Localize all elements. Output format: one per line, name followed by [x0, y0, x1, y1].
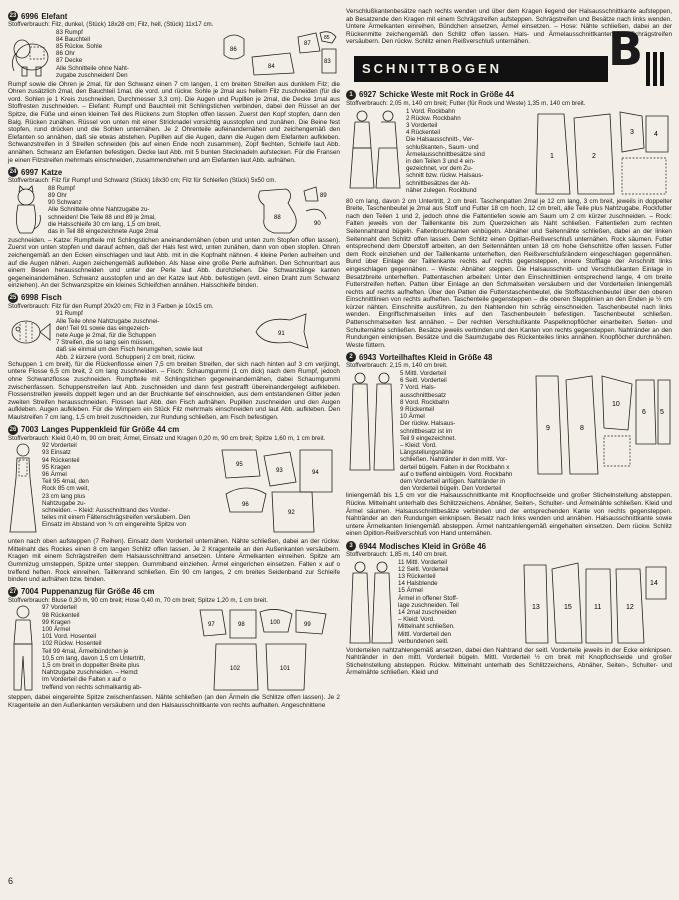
svg-text:12: 12	[626, 603, 634, 611]
svg-text:88: 88	[274, 214, 281, 221]
section-title: Schicke Weste mit Rock in Größe 44	[379, 90, 514, 100]
fabric-requirement: Stoffverbrauch: Kleid 0,40 m, 90 cm breit; Ärmel, Einsatz und Kragen 0,20 m, 90 cm breit; Spitze 1,60 m, 1 cm breit.	[8, 434, 326, 442]
fabric-requirement: Stoffverbrauch: 2,15 m, 140 cm breit.	[346, 362, 448, 370]
svg-text:91: 91	[278, 331, 285, 338]
svg-text:9: 9	[546, 425, 550, 433]
fabric-requirement: Stoffverbrauch: Filz, dunkel, (Stück) 18x28 cm; Filz, hell, (Stück) 11x17 cm.	[8, 21, 214, 28]
parts-list: 83 Rumpf 84 Bauchteil 85 Rückw. Sohle 86 Ohr 87 Decke Alle Schnitteile ohne Naht- zugabe zuschneiden! Den	[56, 28, 129, 79]
section-fisch	[8, 293, 340, 422]
pattern-code: 6944	[359, 541, 377, 551]
svg-text:10: 10	[612, 401, 620, 409]
svg-text:93: 93	[276, 468, 283, 475]
puppenanzug-illustration	[8, 604, 38, 694]
puppenkleid-illustration	[8, 442, 38, 538]
svg-text:3: 3	[630, 128, 634, 136]
parts-list: 5 Mittl. Vorderteil 6 Seitl. Vorderteil 7 Vord. Hals- ausschnittbesatz 8 Vord. Rockbahn 9 Rückenteil 10 Ärmel Der rückw. Halsaus- schnittbesatz ist im Teil 9 eingezeichnet. – Kleid: Vord. Längstellungsnähte schließen. Nahtränder in den mittl. Vor- derteil bügeln. Falten in der Rockbahn x auf o treffend einbügeln. Vord. Rockbahn dem Vorderteil anfügen. Nahtränder in den Vorderteil bügeln. Den Vorderteil	[400, 370, 513, 493]
fisch-illustration	[8, 310, 52, 354]
pattern-code: 6998	[21, 293, 39, 303]
section-title: Puppenanzug für Größe 46 cm	[41, 587, 155, 597]
kleid-48-pieces-diagram	[532, 370, 672, 480]
pattern-code: 7004	[21, 587, 39, 597]
svg-text:95: 95	[236, 462, 243, 469]
section-number: 25	[9, 294, 17, 301]
page-number: 6	[8, 876, 14, 886]
banner-stripes	[646, 52, 664, 86]
svg-text:83: 83	[324, 58, 331, 65]
parts-list: 92 Vorderteil 93 Einsatz 94 Rückenteil 95 Kragen 96 Ärmel Teil 95 4mal, den Rock 85 cm weit, 23 cm lang plus Nahtzugabe zu- schneiden. – Kleid: Ausschnittrand des Vorder- teiles mit einem Fältenschrägstreifen versäubern. Den Einsatz im Abstand von ¾ cm eingereihte Spitze von	[42, 442, 191, 529]
svg-text:15: 15	[564, 603, 572, 611]
section-number: 1	[346, 90, 356, 100]
puppenanzug-pieces-diagram	[196, 604, 332, 694]
instructions-text: Vorderteilen nahtzahlengemäß ansetzen, dabei den Nahtrand der seitl. Vorderteile jeweils in der Ecke einknipsen. Nahtränder in den mittl. Vorderteil bügeln. Mittl. Vorderteil ½ cm breit mit Knopflochseide und großer Stichelnstellung absteppen. Rückw. Mittelnaht unterhalb des Schlitzzeichens, Abnäher, Seiten-, Schulter- und Ärmelnähte schließen. Kleid und	[346, 646, 672, 677]
svg-text:11: 11	[594, 603, 602, 611]
section-number: 2	[346, 352, 356, 362]
section-puppenkleid	[8, 425, 340, 584]
instructions-text: steppen, dabei eingereihte Spitze zwischenfassen. Nähte schließen (an den Ärmeln die Schlitze offen lassen). Je 2 Kragenteile an den Außenkanten versäubern und den Halsausschnittkante von rechts aufhalten. Angeschnittene	[8, 694, 340, 709]
banner-letter: B	[608, 21, 644, 76]
section-elefant	[8, 11, 340, 164]
svg-text:5: 5	[660, 409, 664, 417]
puppenkleid-pieces-diagram	[216, 442, 336, 538]
continued-text: Verschlußkantenbesätze nach rechts wenden und über dem Kragen liegend der Halsausschnittkante aufsteppen, ab Besatzende den Kragen mit einem Schrägstreifen aufsteppen. Schrägstreifen und Besätze nach links wenden. Untere Ärmelkanten einreihen, Bündchen ansetzen, Ärmel einsetzen. – Hose: Nähte schließen, dabei an der Rückenmitte zeichengemäß den Schlitz offen lassen. Hals- und Ärmelausschnittkanten mit Schrägstreifen versäubern. Den rückw. Schlitz einen Reißverschluß unternähen.	[346, 8, 672, 46]
svg-text:84: 84	[268, 63, 275, 70]
pattern-code: 7003	[21, 425, 39, 435]
section-number: 27	[9, 588, 17, 595]
svg-text:89: 89	[320, 192, 327, 199]
section-title: Katze	[41, 167, 63, 177]
section-katze	[8, 167, 340, 290]
parts-list: 91 Rumpf Alle Teile ohne Nahtzugabe zuschnei- den! Teil 91 sowie das eingezeich- nete Auge je 2mal, für die Schuppen 7 Streifen, die so lang sein müssen, daß sie einmal um den Fisch herumgehen, sowie laut Abb. 2 kürzere (vord. Schuppen) 2 cm breit, rückw.	[56, 310, 203, 361]
instructions-text: Schuppen 1 cm breit), für die Rückenflosse einen 7,5 cm breiten Streifen, der sich nach hinten auf 3 cm verjüngt, untere Flosse 6,5 cm breit, 2 cm lang zuschneiden. – Fisch: Schaumgummi (1 cm dick) nach dem Rumpf, jedoch ohne Schwanzflosse zuschneiden. Rumpfteile mit Schlingstichen gegeneinandernähen, dabei Schaumgummi zwischenfassen. Schuppenstreifen laut Abb. zuschneiden und dann fest gestrafft übereinandergelegt aufkleben. Flossenstreifen jeweils doppelt legen und an der Bruchkante tief einschneiden, aus dem entstandenen Gitter jeden zweiten Streifen herausschneiden. Flossen laut Abb. den Fisch aufnähen. Pupillen zuschneiden und den Augen aufkleben. Augen aufkleben. Für die Wimpern ein Stück Filz mehrmals einschneiden und laut Abb. aufkleben. Den Maulstreifen 7 cm lang, 1,5 cm breit zuschneiden, zur Rundung schließen, am Fisch befestigen.	[8, 360, 340, 422]
weste-rock-pieces-diagram	[534, 108, 670, 198]
elefant-illustration	[8, 29, 52, 81]
svg-text:98: 98	[238, 622, 245, 629]
section-title: Fisch	[41, 293, 62, 303]
section-number: 24	[9, 169, 17, 176]
section-number: 3	[346, 541, 356, 551]
svg-text:87: 87	[304, 40, 311, 47]
section-number: 26	[9, 426, 17, 433]
section-weste-rock	[346, 90, 672, 349]
section-title: Vorteilhaftes Kleid in Größe 48	[379, 352, 493, 362]
svg-text:13: 13	[532, 603, 540, 611]
parts-list: 11 Mittl. Vorderteil 12 Seitl. Vorderteil 13 Rückenteil 14 Halsblende 15 Ärmel Ärmel in offener Stoff- lage zuschneiden. Teil 14 2mal zuschneiden – Kleid: Vord. Mittelnaht schließen. Mittl. Vorderteil den verbundenen seitl.	[398, 558, 459, 645]
svg-text:97: 97	[208, 622, 215, 629]
svg-text:101: 101	[280, 666, 291, 673]
section-title: Langes Puppenkleid für Größe 44 cm	[41, 425, 180, 435]
svg-text:8: 8	[580, 425, 584, 433]
fabric-requirement: Stoffverbrauch: Bluse 0,30 m, 90 cm breit; Hose 0,40 m, 70 cm breit; Spitze 1,20 m, 1 cm breit.	[8, 596, 268, 604]
fabric-requirement: Stoffverbrauch: 1,85 m, 140 cm breit.	[346, 551, 448, 559]
section-kleid-48	[346, 352, 672, 538]
katze-pieces-diagram	[252, 185, 332, 237]
pattern-code: 6927	[359, 90, 377, 100]
svg-text:100: 100	[270, 620, 281, 627]
svg-text:90: 90	[314, 220, 321, 227]
left-column	[8, 8, 340, 710]
fabric-requirement: Stoffverbrauch: Filz für den Rumpf 20x20 cm; Filz in 3 Farben je 10x15 cm.	[8, 302, 214, 310]
instructions-text: liniengemäß bis 1,5 cm vor die Halsausschnittkante mit Knopflochseide und großer Stichelnstellung absteppen. Rückw. Mittelnaht unterhalb des Schlitzzeichens. Abnäher, Seiten-, Schulter- und Ärmelnähte schließen. Kleid und Ärmel säumen. Halsausschnittbesätze verbinden und der entsprechenden Kante von rechts gegensteppen. Nahtränder an den Rundungen einknipsen. Besatz nach links wenden und annähen. Halsausschnittkante sowie untere Ärmelkanten liniengemäß absteppen. Ärmel nahtzahlengemäß eingehalten einsetzen. Dem rückw. Schlitz einen Opitlon-Reißverschluß von Hand unternähen.	[346, 492, 672, 538]
section-kleid-46	[346, 541, 672, 677]
svg-text:4: 4	[654, 130, 658, 138]
svg-text:6: 6	[642, 409, 646, 417]
instructions-text: 80 cm lang, davon 2 cm Untertritt, 2 cm breit. Taschenpatten 2mal je 12 cm lang, 3 cm breit, jeweils in doppelter Breite, Taschenbeutel je 2mal aus Stoff und Futter 18 cm hoch, 12 cm breit, alle Teile plus Nahtzugabe. Rockfutter nach den Teilen 1 und 2, jedoch ohne die Faltentiefen sowie am Saum um 2 cm kürzer zuschneiden. – Rock: Falten jeweils von der Taillenkante bis zum Querzeichen als Naht schließen. Faltentiefen zum rechten Seitennahtrand bügeln. Faltenbruchkanten einbügeln. Abnäher und Seitennähte schließen, dabei an der linken Seitennaht den Schlitz offen lassen. Dem Schlitz einen Opitlan-Reißverschluß unternähen. Rock säumen. Futter entsprechend dem Oberstoff arbeiten, an den Seitennähten unten 18 cm hohe Gehschlitze offen lassen. Futter dem Rock einziehen und der Taillenkante unterheften, den Reißverschlußrändern eingeschlagen gegennähen. Bund über Einlage der Taillenkante rechts auf rechts gegensteppen, innere Stofflage der Anschnitt links eingeschlagen gegennähen. – Weste: Abnäher steppen. Die Halsausschnitt- und Verschlußkanten Einlage in Besatzbreite unterheften. Pattentaschen arbeiten: Unter den Einschnittlinien entsprechend lange, 4 cm breite Futterstreifen heften. Patten über Einlage an den Schmalseiten versäubern und der Vorderteilen liniengemäß rechts auf rechts aufheften. Über den Patten die Futterstaschenbeutel, die Stoffstaschenbeutel über den oberen Einschnittlinien von rechts aufheften. Taschenteile gegensteppen – die oberen Stepplinien an den Enden je ½ cm kürzer nähten. Einschnitte ausführen, zu den Nahtenden hin schräg einschneiden. Taschenbeutel nach links wenden. Eingriffschmalseiten links auf den Taschenbeuteln befestigen. Taschenbeutel schließen. Pattenschmalseiten fest annähen. – Der rechten Verschlußkante Paspelknopflöcher einarbeiten. Seiten- und Schulternähte schließen. Besätze jeweils verbinden und den Kanten von rechts gegensteppen. Nahtränder an den Rundungen einknipsen. Besätze und die Saumzugabe des Rückenteiles links annähen. Knopflöcher durchnähen. Weste füttern.	[346, 197, 672, 349]
svg-text:1: 1	[550, 152, 554, 160]
fabric-requirement: Stoffverbrauch: Filz für Rumpf und Schwanz (Stück) 18x30 cm; Filz für Schleifen (Stück) 5x50 cm.	[8, 177, 277, 185]
parts-list: 97 Vorderteil 98 Rückenteil 99 Kragen 100 Ärmel 101 Vord. Hosenteil 102 Rückw. Hosenteil Teil 99 4mal, Ärmelbündchen je 10,5 cm lang, davon 1,5 cm Untertritt, 1,5 cm breit in doppelter Breite plus Nahtzugabe zuschneiden. – Hemd: Im Vorderteil die Falten x auf o treffend von rechts schmalkantig ab-	[42, 604, 146, 691]
svg-text:94: 94	[312, 470, 319, 477]
pattern-code: 6996	[21, 11, 39, 21]
svg-text:85: 85	[324, 34, 330, 41]
banner-title: SCHNITTBOGEN	[354, 56, 608, 82]
section-title: Modisches Kleid in Größe 46	[379, 541, 486, 551]
svg-text:92: 92	[288, 510, 295, 517]
pattern-code: 6943	[359, 352, 377, 362]
pattern-code: 6997	[21, 167, 39, 177]
kleid-48-illustration	[346, 370, 396, 480]
svg-text:2: 2	[592, 152, 596, 160]
weste-rock-illustration	[346, 108, 402, 198]
right-column	[346, 8, 672, 677]
section-number: 23	[9, 13, 17, 19]
instructions-text: Rumpf sowie die Ohren je 2mal, für den Schwanz einen 7 cm langen, 1 cm breiten Streifen aus dunklem Filz; die Ohren zusätzlich 2mal, den Bauchteil 1mal, die vord. und rückw. Sohle je 2mal aus hellem Filz zuschneiden (für die vord. Sohlen je 1 Kreis zuschneiden, Durchmesser 3,3 cm). Die Augen und Pupillen je 2mal, die Decke 1mal aus Stoffresten zuschneiden. – Elefant: Rumpf und Bauchteil mit Schlingstichen verbinden, dabei den Rüssel an der Spitze, die Füße und einen kleinen Teil des Rückens zum Stopfen offen lassen. Zuerst den Kopf stopfen, dann den Balg. Rücken zunähen. Rüssel von unten mit einer Stricknadel vorsichtig ausstopfen und zunähen. Die Beine fest stopfen, rund drücken und die Sohlen unternähen. Je 2 Ohrenteile aufeinandernähen und zeichengemäß den Elefanten so annähen, daß sie etwas abstehen. Pupillen auf die Augen, dann die Augen dem Elefanten aufkleben. Schwanzstreifen in 3 Streifen schneiden (bis auf einen Ende noch zusammen), Zopf flechten, Schleife laut Abb. annähen. Schwanz am Elefanten befestigen. Decke laut Abb. mit 5 bunten Stecknadeln aufstecken. Für die Fransen je einen Filzstreifen mehrmals einschneiden, zusammendrehen und am Elefanten laut Abb. aufnähen.	[8, 80, 340, 164]
section-title: Elefant	[41, 11, 68, 21]
fisch-pieces-diagram	[250, 310, 330, 354]
fabric-requirement: Stoffverbrauch: 2,05 m, 140 cm breit; Futter (für Rock und Weste) 1,35 m, 140 cm breit.	[346, 99, 586, 107]
svg-text:86: 86	[230, 46, 237, 53]
kleid-46-illustration	[346, 559, 394, 647]
section-puppenanzug	[8, 587, 340, 710]
svg-text:102: 102	[230, 666, 241, 673]
parts-list: 88 Rumpf 89 Ohr 90 Schwanz Alle Schnitteile ohne Nahtzugabe zu- schneiden! Die Teile 88 und 89 je 2mal, die Halsschleife 30 cm lang, 1,5 cm breit, das in Teil 88 eingezeichnete Auge 2mal	[48, 184, 161, 235]
katze-illustration	[8, 185, 44, 235]
parts-list: 1 Vord. Rockbahn 2 Rückw. Rockbahn 3 Vorderteil 4 Rückenteil Die Halsausschnitt-, Ver- schlußkanten-, Saum- und Ärmelausschnittbesätze sind in den Teilen 3 und 4 ein- gezeichnet, vor dem Zu- schnitt bzw. rückw. Halsaus- schnittbesätzes der Ab- näher zulegen. Rockbund	[406, 107, 485, 194]
elefant-pieces-diagram	[220, 29, 340, 81]
svg-text:14: 14	[650, 579, 658, 587]
svg-text:96: 96	[242, 502, 249, 509]
instructions-text: unten nach oben aufsteppen (7 Reihen). Einsatz dem Vorderteil unternähen. Nähte schließen, dabei an der rückw. Mittelnaht des Rockes einen 8 cm langen Schlitz offen lassen. Je 2 Kragenteile an den Außenkanten versäubern. Kragen mit einem Schrägstreifen dem Halsausschnittrand ansetzen. Untere Ärmelkanten einreihen. Spitze am Gummizug umsteppen, Spitze unter steppen. Gummiband einziehen. Ärmel eingerichen einsetzen. Falten x auf o treffend heften. Rock einreihen. Taillenrand schließen. Ein 90 cm langes, 2 cm breites Seidenband zur Schleife binden und aufnähen bzw. binden.	[8, 538, 340, 584]
kleid-46-pieces-diagram	[520, 559, 670, 647]
instructions-text: zuschneiden. – Katze: Rumpfteile mit Schlingstichen aneinandernähen (oben und unten zum Stopfen offen lassen). Zuerst von unten stopfen und darauf achten, daß der Hals fest wird, unten zunähen, dann von oben stopfen. Ohren zeichengemäß an den Ecken einschlagen und laut Abb. mit in die Kopfnaht nähnen. 4 kleine Perlen aufreihen und auf die Augen nähen. Augen zeichengemäß aufkleben. Als Nase eine große Perle aufnähen. Den Schnurrbart aus einem Besen herausschneiden und unter der Perle laut Abb. durchziehen. Die Schwanzlänge kanten gegeneinandernähen. Schwanz ausstopfen und an der Katze laut Abb. befestigen (evtl. einen Draht zum Schwanz einziehen). An der Schwanzspitze ein kleines Schleifchen annähen. Halsschleife binden.	[8, 236, 340, 290]
svg-text:99: 99	[304, 622, 311, 629]
